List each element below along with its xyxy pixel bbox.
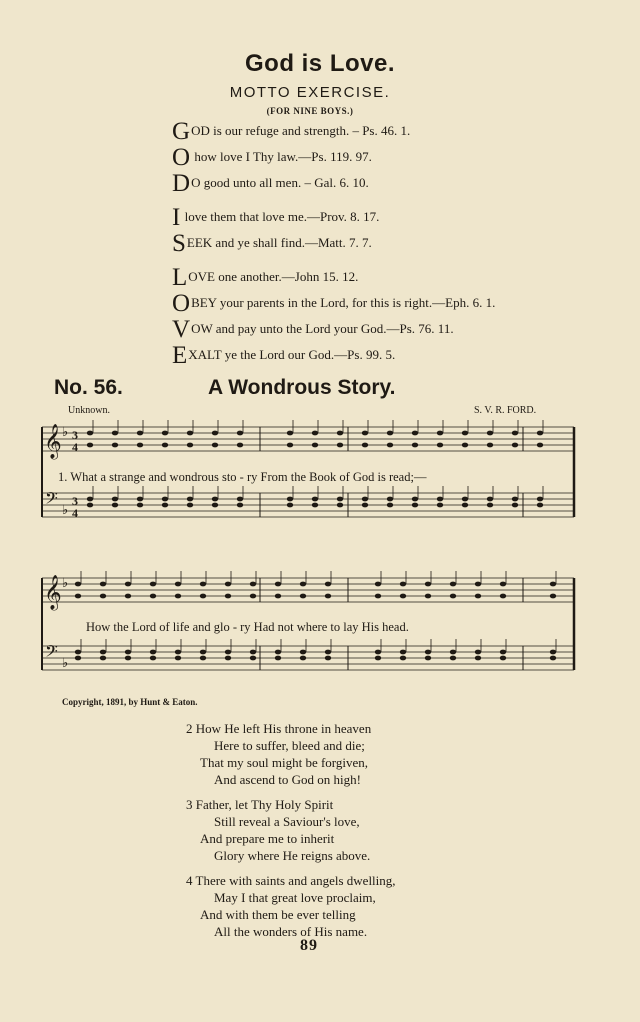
hymn-title: A Wondrous Story.	[208, 376, 396, 399]
section-subtitle: MOTTO EXERCISE.	[229, 84, 391, 101]
section-note: (FOR NINE BOYS.)	[266, 106, 354, 116]
verse-2: 2 How He left His throne in heaven Here to suffer, bleed and die; That my soul might be forgiven, And ascend to God on high!	[186, 721, 372, 787]
verse-3: 3 Father, let Thy Holy Spirit Still reveal a Saviour's love, And prepare me to inherit Glory where He reigns above.	[186, 797, 371, 863]
svg-text:𝄞: 𝄞	[44, 575, 62, 610]
svg-text:4: 4	[72, 506, 78, 520]
motto-line: I love them that love me.—Prov. 8. 17.	[172, 204, 380, 231]
verse-4: 4 There with saints and angels dwelling, May I that great love proclaim, And with them be ever telling All the wonders of His name.	[186, 873, 396, 939]
page-title: God is Love.	[244, 50, 396, 77]
motto-line: O how love I Thy law.—Ps. 119. 97.	[172, 144, 372, 171]
svg-text:4: 4	[72, 440, 78, 454]
motto-line: OBEY your parents in the Lord, for this is right.—Eph. 6. 1.	[172, 290, 496, 317]
motto-line: VOW and pay unto the Lord your God.—Ps. 76. 11.	[172, 316, 454, 343]
svg-text:♭: ♭	[62, 655, 69, 670]
composer-credit: S. V. R. FORD.	[474, 405, 537, 416]
lyrics-line-1: 1. What a strange and wondrous sto - ry From the Book of God is read;—	[58, 470, 427, 484]
page-number: 89	[300, 937, 318, 954]
svg-text:𝄞: 𝄞	[44, 424, 62, 459]
svg-text:♭: ♭	[62, 424, 69, 439]
svg-text:♭: ♭	[62, 502, 69, 517]
motto-line: EXALT ye the Lord our God.—Ps. 99. 5.	[172, 342, 396, 369]
svg-text:𝄢: 𝄢	[45, 488, 58, 512]
svg-text:𝄢: 𝄢	[45, 641, 58, 665]
svg-text:♭: ♭	[62, 575, 69, 590]
lyrics-line-2: How the Lord of life and glo - ry Had not where to lay His head.	[86, 620, 409, 634]
lyricist-credit: Unknown.	[68, 405, 110, 416]
motto-line: LOVE one another.—John 15. 12.	[172, 264, 359, 291]
hymn-number: No. 56.	[54, 376, 123, 399]
motto-line: DO good unto all men. – Gal. 6. 10.	[172, 170, 369, 197]
motto-line: SEEK and ye shall find.—Matt. 7. 7.	[172, 230, 372, 257]
svg-text:3: 3	[72, 428, 78, 442]
svg-text:3: 3	[72, 494, 78, 508]
motto-line: GOD is our refuge and strength. – Ps. 46. 1.	[172, 118, 411, 145]
copyright-notice: Copyright, 1891, by Hunt & Eaton.	[62, 697, 198, 707]
